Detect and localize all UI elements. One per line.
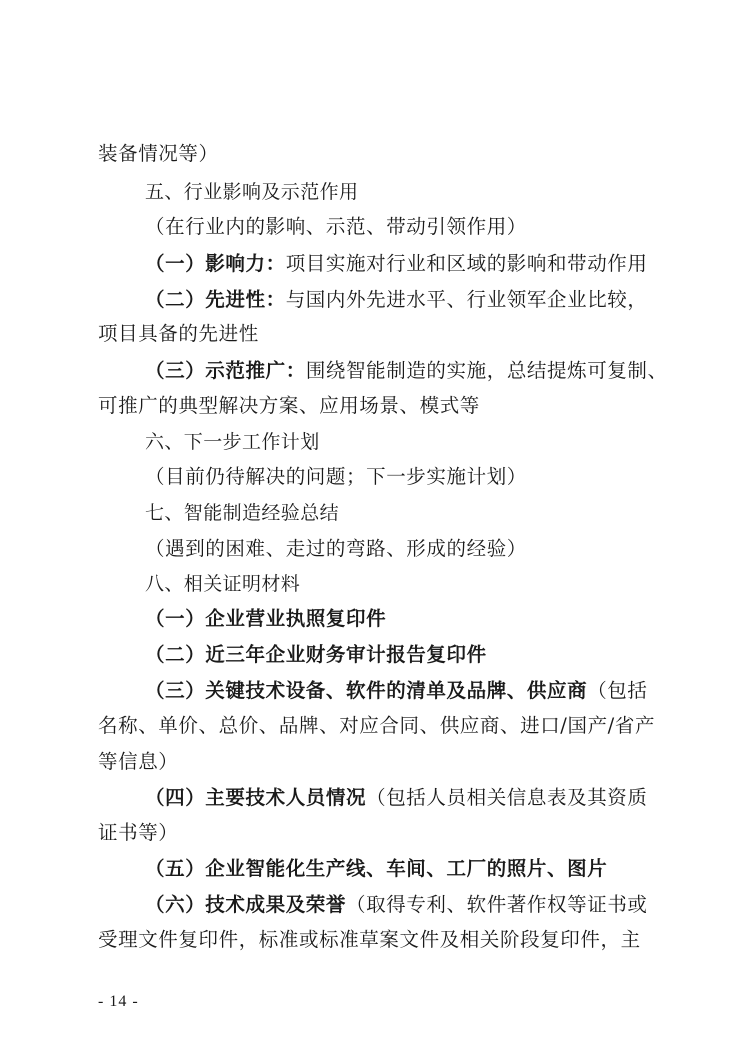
bold-item: （二）近三年企业财务审计报告复印件	[145, 643, 487, 666]
text-run: 与国内外先进水平、行业领军企业比较，	[285, 288, 648, 311]
text-line: （目前仍待解决的问题；下一步实施计划）	[145, 465, 527, 488]
bold-item: （五）企业智能化生产线、车间、工厂的照片、图片	[145, 857, 608, 880]
bold-label: （四）主要技术人员情况	[145, 786, 367, 809]
text-run: （包括人员相关信息表及其资质	[366, 786, 648, 809]
section-heading: 八、相关证明材料	[145, 573, 301, 595]
text-line	[145, 679, 705, 703]
text-line: 装备情况等）	[98, 142, 219, 165]
text-line: 受理文件复印件，标准或标准草案文件及相关阶段复印件，主	[98, 928, 641, 951]
text-line: 可推广的典型解决方案、应用场景、模式等	[98, 394, 480, 417]
text-line: 名称、单价、总价、品牌、对应合同、供应商、进口/国产/省产	[98, 714, 656, 737]
section-heading: 七、智能制造经验总结	[145, 502, 340, 524]
text-line	[145, 252, 705, 276]
bold-label: （二）先进性：	[145, 288, 286, 311]
bold-label: （一）影响力：	[145, 252, 286, 275]
section-heading: 六、下一步工作计划	[145, 431, 320, 453]
text-line	[145, 359, 705, 383]
text-line: 证书等）	[98, 821, 179, 844]
text-line: （遇到的困难、走过的弯路、形成的经验）	[145, 537, 527, 560]
text-line	[145, 288, 705, 312]
text-run: （包括	[587, 679, 648, 702]
bold-item: （一）企业营业执照复印件	[145, 607, 387, 630]
text-line	[145, 893, 705, 917]
section-heading: 五、行业影响及示范作用	[145, 181, 359, 203]
bold-label: （三）关键技术设备、软件的清单及品牌、供应商	[145, 679, 588, 702]
bold-label: （三）示范推广：	[145, 359, 306, 382]
page-number: - 14 -	[98, 993, 139, 1010]
text-run: 项目实施对行业和区域的影响和带动作用	[285, 252, 648, 275]
text-line: 等信息）	[98, 750, 179, 773]
text-line	[145, 786, 705, 810]
text-line: 项目具备的先进性	[98, 322, 259, 345]
bold-label: （六）技术成果及荣誉	[145, 893, 347, 916]
text-run: （取得专利、软件著作权等证书或	[346, 893, 648, 916]
text-line: （在行业内的影响、示范、带动引领作用）	[145, 215, 527, 238]
text-run: 围绕智能制造的实施，总结提炼可复制、	[305, 359, 668, 382]
